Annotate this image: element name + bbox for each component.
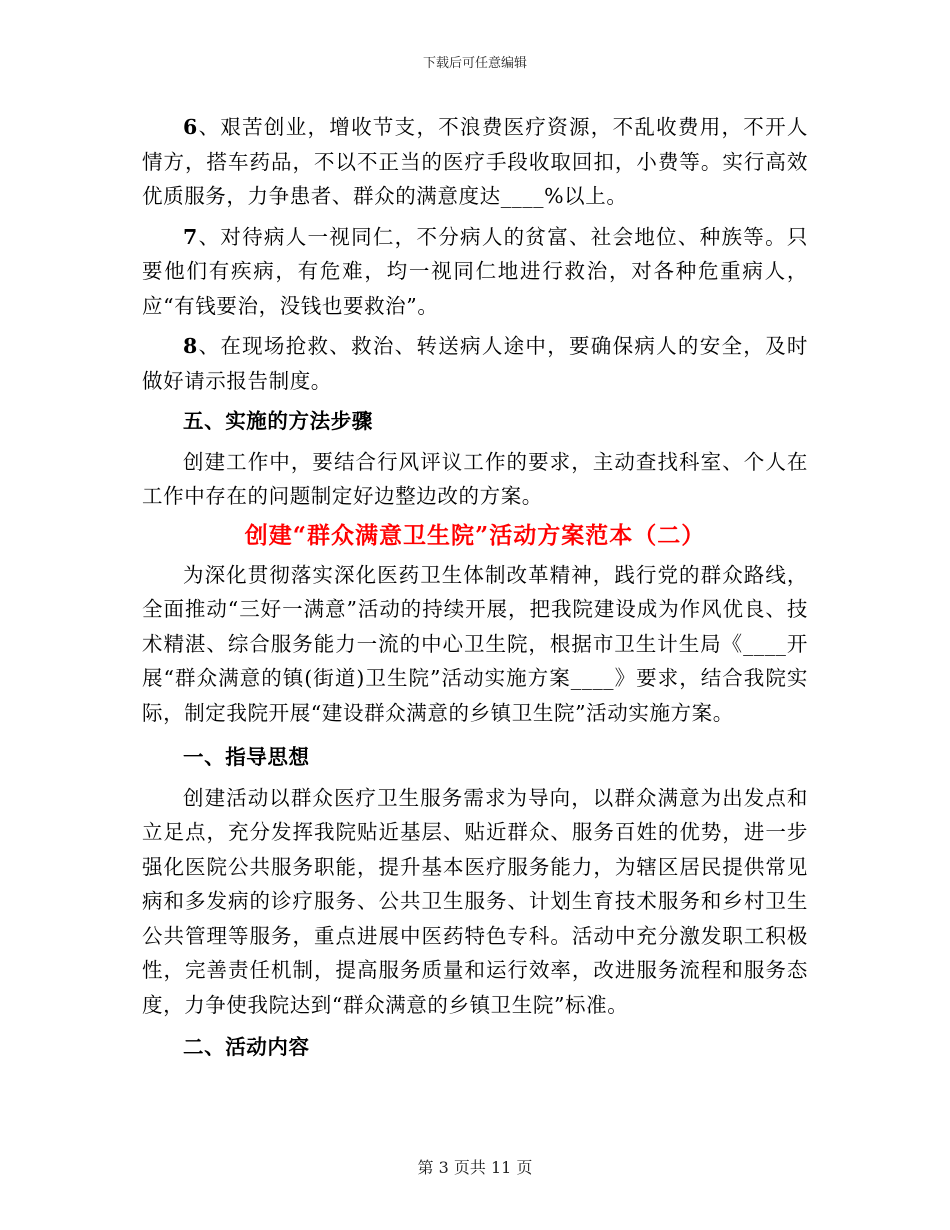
list-item-7 [142,220,808,324]
item-text: 、艰苦创业，增收节支，不浪费医疗资源，不乱收费用，不开人情方，搭车药品，不以不正当的医疗手段收取回扣，小费等。实行高效优质服务，力争患者、群众的满意度达____%以上。 [142,115,808,208]
list-item-6 [142,110,808,214]
item-number: 6 [183,115,198,139]
intro-paragraph: 为深化贯彻落实深化医药卫生体制改革精神，践行党的群众路线，全面推动“三好一满意”活动的持续开展，把我院建设成为作风优良、技术精湛、综合服务能力一流的中心卫生院，根据市卫生计生局《____开展“群众满意的镇(街道)卫生院”活动实施方案____》要求，结合我院实际，制定我院开展“建设群众满意的乡镇卫生院”活动实施方案。 [142,562,808,725]
item-number: 7 [183,224,198,249]
section-1-paragraph: 创建活动以群众医疗卫生服务需求为导向，以群众满意为出发点和立足点，充分发挥我院贴近基层、贴近群众、服务百姓的优势，进一步强化医院公共服务职能，提升基本医疗服务能力，为辖区居民提供常见病和多发病的诊疗服务、公共卫生服务、计划生育技术服务和乡村卫生公共管理等服务，重点进展中医药特色专科。活动中充分激发职工积极性，完善责任机制，提高服务质量和运行效率，改进服务流程和服务态度，力争使我院达到“群众满意的乡镇卫生院”标准。 [142,785,808,1017]
section-5-paragraph: 创建工作中，要结合行风评议工作的要求，主动查找科室、个人在工作中存在的问题制定好边整边改的方案。 [142,449,808,508]
item-text: 、对待病人一视同仁，不分病人的贫富、社会地位、种族等。只要他们有疾病，有危难，均一视同仁地进行救治，对各种危重病人，应“有钱要治，没钱也要救治”。 [142,224,808,318]
section-heading-2: 二、活动内容 [183,1035,310,1059]
list-item-8 [142,329,808,398]
page-header-note: 下载后可任意编辑 [422,56,527,71]
page-footer: 第 3 页共 11 页 [417,1158,533,1177]
item-text: 、在现场抢救、救治、转送病人途中，要确保病人的安全，及时做好请示报告制度。 [142,334,808,393]
section-heading-1: 一、指导思想 [183,745,310,769]
document-body [142,110,808,1065]
document-title: 创建“群众满意卫生院”活动方案范本（二） [244,521,706,549]
item-number: 8 [183,334,198,358]
section-heading-5: 五、实施的方法步骤 [183,409,373,433]
